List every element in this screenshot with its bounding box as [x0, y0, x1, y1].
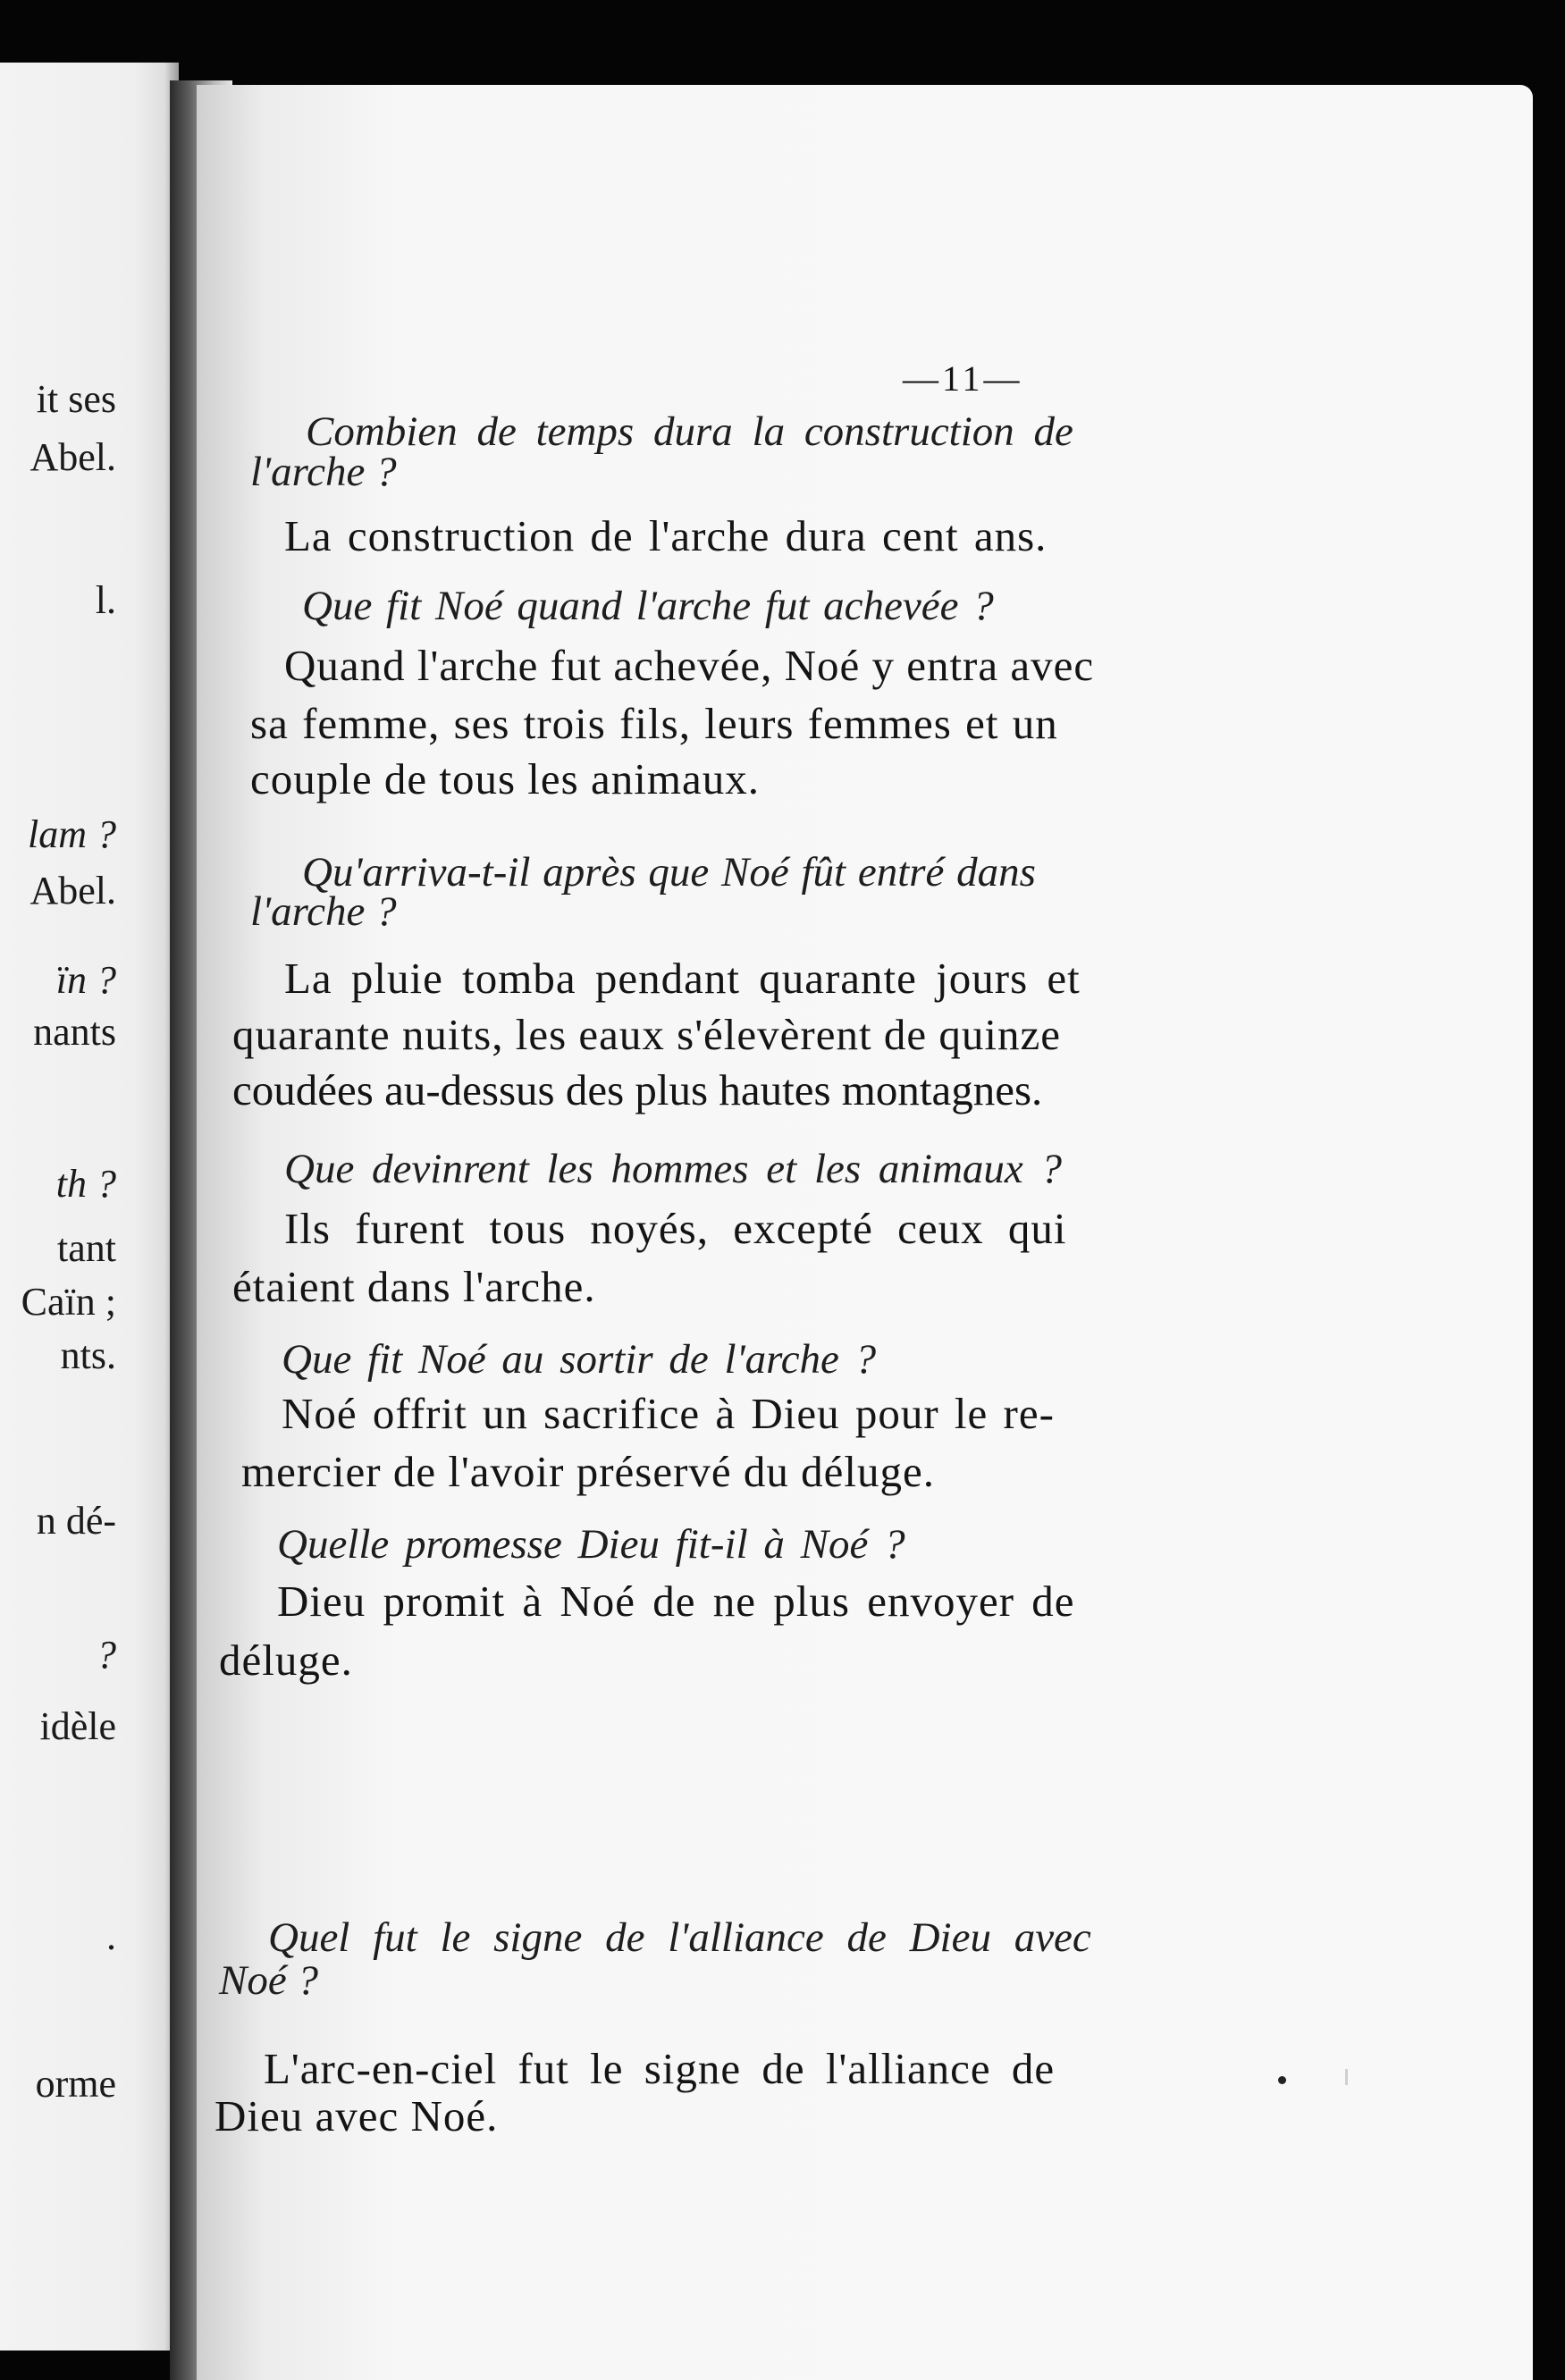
answer-line: Dieu avec Noé.	[215, 2091, 499, 2140]
answer-line: coudées au-dessus des plus hautes montagnes.	[232, 1065, 1043, 1114]
question-line: Quelle promesse Dieu fit-il à Noé ?	[277, 1521, 905, 1568]
left-fragment-line: Abel.	[29, 438, 116, 477]
left-fragment-line: .	[106, 1917, 116, 1956]
question-line: Que devinrent les hommes et les animaux ?	[284, 1146, 1063, 1192]
left-fragment-line: orme	[35, 2065, 116, 2104]
answer-line: déluge.	[219, 1636, 353, 1685]
answer-line: La pluie tomba pendant quarante jours et	[284, 954, 1081, 1003]
left-fragment-line: ?	[97, 1636, 116, 1675]
left-fragment-line: th ?	[55, 1165, 116, 1204]
answer-line: Ils furent tous noyés, excepté ceux qui	[284, 1204, 1067, 1253]
answer-line: mercier de l'avoir préservé du déluge.	[241, 1447, 936, 1496]
question-line: Que fit Noé au sortir de l'arche ?	[282, 1336, 877, 1383]
left-fragment-line: nts.	[60, 1336, 116, 1375]
left-fragment-line: nants	[33, 1013, 116, 1052]
answer-line: sa femme, ses trois fils, leurs femmes et un	[250, 699, 1058, 748]
left-fragment-line: tant	[57, 1229, 116, 1268]
left-fragment-line: it ses	[36, 380, 116, 419]
question-line: Qu'arriva-t-il après que Noé fût entré dans	[302, 849, 1036, 896]
question-line: l'arche ?	[250, 449, 397, 495]
left-fragment-line: n dé-	[36, 1501, 116, 1541]
answer-line: couple de tous les animaux.	[250, 754, 760, 803]
left-fragment-line: Caïn ;	[21, 1283, 116, 1322]
answer-line: L'arc-en-ciel fut le signe de l'alliance de	[264, 2044, 1056, 2093]
question-line: Quel fut le signe de l'alliance de Dieu avec	[268, 1914, 1091, 1961]
answer-line: Noé offrit un sacrifice à Dieu pour le re-	[282, 1389, 1055, 1438]
page-number: —11—	[903, 358, 1023, 399]
left-fragment-line: Abel.	[29, 871, 116, 911]
question-line: Noé ?	[219, 1957, 318, 2004]
previous-page-fragment	[0, 63, 179, 2351]
left-fragment-line: idèle	[39, 1707, 116, 1746]
question-line: l'arche ?	[250, 888, 397, 935]
question-line: Combien de temps dura la construction de	[306, 408, 1073, 455]
left-fragment-line: lam ?	[28, 815, 116, 854]
answer-line: Dieu promit à Noé de ne plus envoyer de	[277, 1577, 1075, 1626]
paper-mark	[1345, 2069, 1348, 2085]
left-fragment-line: ïn ?	[55, 961, 116, 1000]
answer-line: La construction de l'arche dura cent ans.	[284, 511, 1048, 560]
book-page	[197, 85, 1533, 2380]
answer-line: quarante nuits, les eaux s'élevèrent de quinze	[232, 1010, 1061, 1059]
answer-line: étaient dans l'arche.	[232, 1262, 596, 1311]
left-fragment-line: l.	[95, 581, 116, 620]
question-line: Que fit Noé quand l'arche fut achevée ?	[302, 583, 994, 629]
ink-speck	[1278, 2076, 1286, 2084]
answer-line: Quand l'arche fut achevée, Noé y entra avec	[284, 641, 1095, 690]
